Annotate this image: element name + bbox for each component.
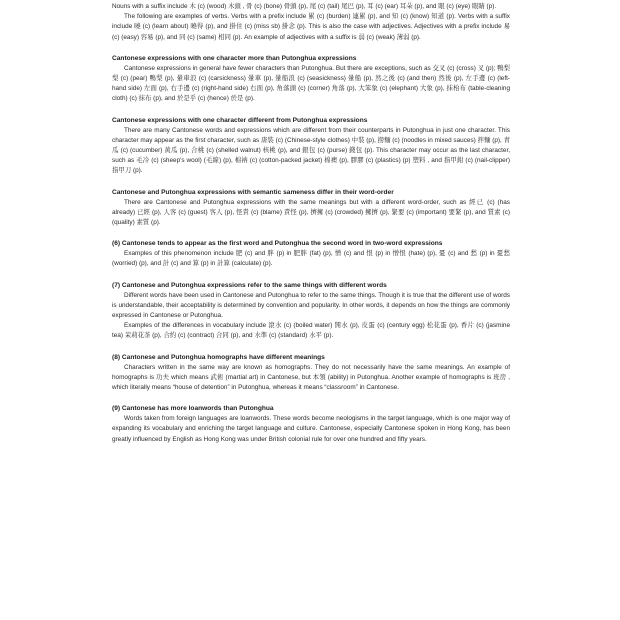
- section-paragraph: Examples of this phenomenon include 肥 (c) and 胖 (p) in 肥胖 (fat) (p), 憎 (c) and 恨 (p) in 憎恨 (hate) (p), 憂 (c) and 愁 (p) in 憂愁 (worried) (p), and 計 (c) and 算 (p) in 計算 (calculate) (p).: [112, 250, 510, 268]
- section-heading: (9) Cantonese has more loanwords than Putonghua: [112, 405, 274, 413]
- section-heading: (7) Cantonese and Putonghua expressions refer to the same things with different words: [112, 281, 387, 289]
- section-gap: [112, 177, 510, 188]
- section-heading: Cantonese and Putonghua expressions with semantic sameness differ in their word-order: [112, 188, 394, 196]
- section-7-different-words: [112, 281, 510, 342]
- section-9-loanwords: [112, 404, 510, 445]
- section-one-character-more: [112, 54, 510, 105]
- intro-paragraph-2: The following are examples of verbs. Verbs with a prefix include 累 (c) (burden) 連累 (p), and 知 (c) (know) 知道 (p). Verbs with a suffix include 曉 (c) (learn about) 曉得 (p), and 掛住 (c) (miss sb) 掛念 (p). This is also the case with adjectives. Adjectives with a prefix include 易 (c) (easy) 容易 (p), and 同 (c) (same) 相同 (p). An example of adjectives with a suffix is 弱 (c) (weak) 薄弱 (p).: [112, 13, 510, 41]
- section-8-homographs: [112, 353, 510, 394]
- intro-paragraph-1: Nouns with a suffix include 木 (c) (wood) 木頭 , 骨 (c) (bone) 骨頭 (p), 尾 (c) (tail) 尾巴 (p), 耳 (c) (ear) 耳朵 (p), and 眼 (c) (eye) 眼睛 (p).: [112, 3, 497, 10]
- section-gap: [112, 105, 510, 116]
- section-heading: (6) Cantonese tends to appear as the first word and Putonghua the second word in two-word expressions: [112, 240, 443, 248]
- section-paragraph: Different words have been used in Cantonese and Putonghua to refer to the same things. Though it is true that the different use of words is understandable, their acceptability is determined by convention and popularity. In other words, it depends on how the things are commonly expressed in Cantonese or Putonghua.: [112, 291, 510, 320]
- section-word-order: [112, 188, 510, 229]
- section-gap: [112, 43, 510, 54]
- section-paragraph: There are many Cantonese words and expressions which are different from their counterparts in Putonghua in just one character. This character may appear as the first character, such as 唐裝 (c) (Chinese-style clothes) 中裝 (p), 撈麵 (c) (noodles in mixed sauces) 拌麵 (p), 青瓜 (c) (cucumber) 黃瓜 (p), 合桃 (c) (shelled walnut) 核桃 (p), and 銀包 (c) (purse) 錢包 (p). This character may occur as the last character, such as 毛冷 (c) (sheep's wool) (毛線) (p), 棉衲 (c) (cotton-packed jacket) 棉襖 (p), 膠膠 (c) (plastics) (p) 塑料 , and 指甲鉗 (c) (nail-clipper) 指甲刀 (p).: [112, 126, 510, 175]
- section-paragraph: Words taken from foreign languages are loanwords. These words become neologisms in the target language, which is one major way of expanding its vocabulary and enriching the target language and culture. Cantonese, especially Cantonese spoken in Hong Kong, has been greatly influenced by English as Hong Kong was under British colonial rule for over one hundred and fifty years.: [112, 415, 510, 443]
- section-one-character-different: [112, 116, 510, 177]
- section-paragraph: Cantonese expressions in general have fewer characters than Putonghua. But there are exceptions, such as 交叉 (c) (cross) 叉 (p); 鴨梨梨 (c) (pear) 鴨梨 (p), 暈車浪 (c) (carsickness) 暈車 (p), 暈船浪 (c) (seasickness) 暈船 (p), 然之後 (c) (and then) 然後 (p), 左手邊 (c) (left-hand side) 左面 (p), 右手邊 (c) (right-hand side) 右面 (p), 角落頭 (c) (corner) 角落 (p), 大笨象 (c) (elephant) 大象 (p), 抹枱布 (table-cleaning cloth) (c) 抹布 (p), and 於是乎 (c) (hence) 於是 (p).: [112, 64, 510, 103]
- section-gap: [112, 228, 510, 239]
- section-paragraph: Characters written in the same way are known as homographs. They do not necessarily have the same meanings. An example of homographs is 功夫 which means 武術 (martial art) in Cantonese, but 本領 (ability) in Putonghua. Another example of homographs is 班房 , which literally means “house of detention” in Putonghua, whereas it means “classroom” in Cantonese.: [112, 363, 510, 392]
- section-paragraph: Examples of the differences in vocabulary include 滾水 (c) (boiled water) 開水 (p), 皮蛋 (c) (century egg) 松花蛋 (p), 香片 (c) (jasmine tea) 茉莉花茶 (p), 合約 (c) (contract) 合同 (p), and 水準 (c) (standard) 水平 (p).: [112, 322, 510, 340]
- section-gap: [112, 270, 510, 281]
- section-heading: Cantonese expressions with one character more than Putonghua expressions: [112, 54, 357, 62]
- section-6-first-word: [112, 239, 510, 269]
- section-heading: Cantonese expressions with one character different from Putonghua expressions: [112, 116, 368, 124]
- section-gap: [112, 342, 510, 353]
- section-gap: [112, 393, 510, 404]
- section-paragraph: There are Cantonese and Putonghua expressions with the same meanings but with a different word-order, such as 經已 (c) (has already) 已經 (p), 人客 (c) (guest) 客人 (p), 怪責 (c) (blame) 責怪 (p), 擠擁 (c) (crowded) 擁擠 (p), 緊要 (c) (important) 要緊 (p), and 質素 (c) (quality) 素質 (p).: [112, 198, 510, 227]
- section-heading: (8) Cantonese and Putonghua homographs have different meanings: [112, 353, 325, 361]
